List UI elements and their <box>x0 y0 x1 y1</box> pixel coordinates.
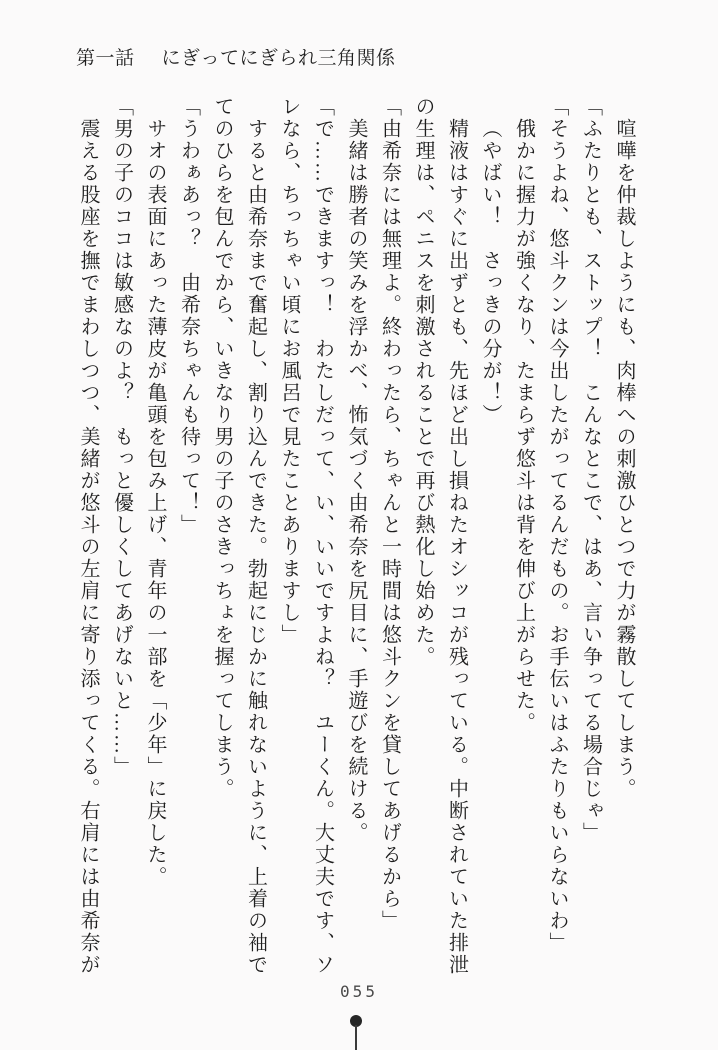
text-line: すると由希奈まで奮起し、割り込んできた。勃起にじかに触れないように、上着の袖で <box>244 118 267 976</box>
footer-marker-line <box>355 1025 357 1050</box>
text-line: レなら、ちっちゃい頃にお風呂で見たことありますし」 <box>278 96 300 646</box>
text-line: （やばい！ さっきの分が！） <box>479 118 501 426</box>
text-line: 「ふたりとも、ストップ！ こんなとこで、はあ、言い争ってる場合じゃ」 <box>579 96 602 844</box>
text-line: 「で……できますっ！ わたしだって、い、いいですよね？ ユーくん。大丈夫です、ソ <box>311 96 334 976</box>
chapter-header <box>76 43 396 70</box>
text-line: 「そうよね、悠斗クンは今出したがってるんだもの。お手伝いはふたりもいらないわ」 <box>546 96 568 954</box>
text-line: 俄かに握力が強くなり、たまらず悠斗は背を伸び上がらせた。 <box>512 118 535 734</box>
text-line: サオの表面にあった薄皮が亀頭を包み上げ、青年の一部を「少年」に戻した。 <box>144 118 166 888</box>
chapter-number-label: 第一話 <box>76 48 135 69</box>
text-line: てのひらを包んでから、いきなり男の子のさきっちょを握ってしまう。 <box>211 96 233 800</box>
text-line: 喧嘩を仲裁しようにも、肉棒への刺激ひとつで力が霧散してしまう。 <box>613 118 635 800</box>
chapter-title: にぎってにぎられ三角関係 <box>161 48 396 69</box>
text-line: 「由希奈には無理よ。終わったら、ちゃんと一時間は悠斗クンを貸してあげるから」 <box>378 96 401 932</box>
text-line: 美緒は勝者の笑みを浮かべ、怖気づく由希奈を尻目に、手遊びを続ける。 <box>345 118 367 844</box>
page-number: 055 <box>340 982 378 1001</box>
text-line: 震える股座を撫でまわしつつ、美緒が悠斗の左肩に寄り添ってくる。右肩には由希奈が <box>77 118 99 976</box>
text-line: 精液はすぐに出ずとも、先ほど出し損ねたオシッコが残っている。中断されていた排泄 <box>445 118 468 976</box>
text-line: 「男の子のココは敏感なのよ？ もっと優しくしてあげないと……」 <box>110 96 133 778</box>
text-line: の生理は、ペニスを刺激されることで再び熱化し始めた。 <box>412 96 434 668</box>
body-text <box>71 96 641 988</box>
text-line: 「うわぁあっ？ 由希奈ちゃんも待って！」 <box>177 96 200 536</box>
